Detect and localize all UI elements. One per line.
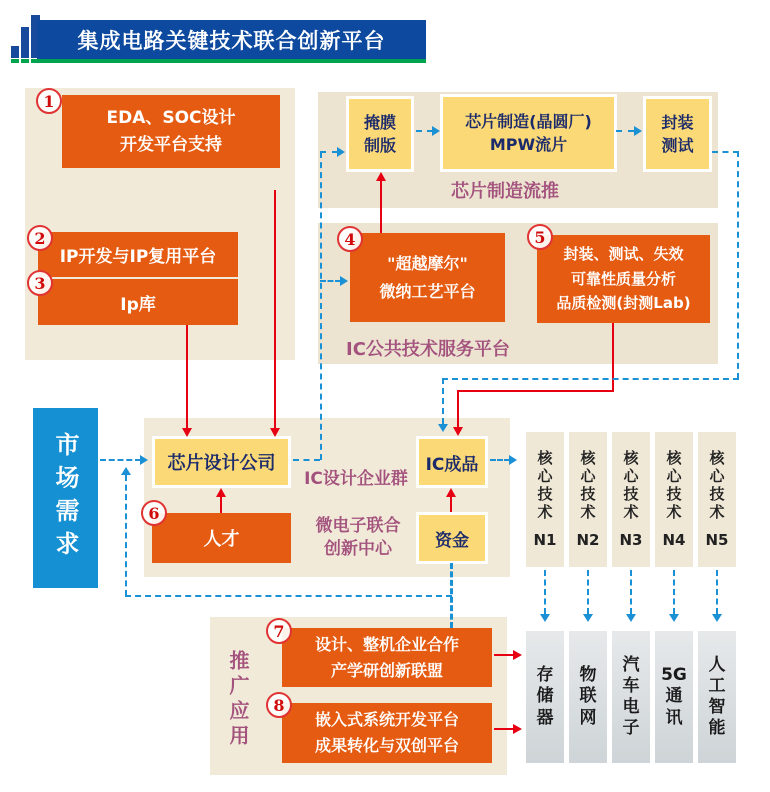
circled-number-2: 2 — [27, 225, 53, 251]
dash-right-edge-down — [737, 151, 739, 379]
app-column-iot — [569, 631, 607, 763]
app-seg: 讯 — [665, 707, 683, 728]
talent-box — [152, 513, 291, 563]
fund-box — [416, 512, 488, 564]
core-tech-code-4: N4 — [662, 531, 686, 549]
fab-box — [440, 94, 617, 172]
ic-product-label: IC成品 — [425, 454, 479, 475]
core-tech-column-3 — [612, 432, 650, 567]
mask-line2: 制版 — [363, 136, 396, 155]
app-column-5g — [655, 631, 693, 763]
core-tech-title-2: 核心技术 — [578, 450, 597, 522]
title-underline — [37, 59, 426, 63]
red-arrowhead-moore-to-mask — [376, 172, 386, 181]
dash-arrowhead-feedback-up — [121, 467, 131, 475]
dash-arrowhead-to-mask — [337, 147, 345, 157]
embedded-line1: 嵌入式系统开发平台 — [314, 710, 459, 730]
app-seg: 汽 — [622, 654, 640, 675]
core-tech-code-1: N1 — [533, 531, 557, 549]
app-column-ai — [698, 631, 736, 763]
circled-number-7: 7 — [266, 618, 292, 644]
app-seg: 网 — [579, 707, 597, 728]
fab-flow-caption: 芯片制造流推 — [451, 181, 559, 202]
app-seg: 5G — [661, 665, 687, 686]
red-arrowhead-iplib-to-design — [182, 428, 192, 437]
embedded-platform-box — [282, 703, 492, 763]
beyond-moore-box — [350, 233, 505, 322]
fund-label: 资金 — [435, 530, 469, 551]
ip-library-box — [38, 279, 238, 325]
page-title: 集成电路关键技术联合创新平台 — [77, 28, 386, 53]
alliance-box — [282, 628, 492, 687]
talent-label: 人才 — [203, 529, 240, 550]
core-tech-column-1 — [526, 432, 564, 567]
design-group-caption: IC设计企业群 — [304, 469, 408, 489]
red-line-moore-to-mask — [380, 181, 382, 233]
core-tech-column-4 — [655, 432, 693, 567]
core-tech-code-5: N5 — [705, 531, 729, 549]
dash-arrowhead-core4 — [669, 614, 679, 622]
dash-arrowhead-mask-to-fab — [432, 126, 440, 136]
title-bar — [37, 20, 426, 59]
app-column-automotive — [612, 631, 650, 763]
mask-box — [346, 96, 414, 172]
bar-chart-icon-bar2 — [21, 27, 29, 58]
red-line-iplib-to-design — [186, 325, 188, 428]
package-lab-line2: 可靠性质量分析 — [570, 269, 676, 288]
eda-soc-line2: 开发平台支持 — [120, 134, 222, 155]
circled-number-4: 4 — [337, 226, 363, 252]
dash-core4-down — [673, 570, 675, 614]
app-seg: 能 — [708, 718, 726, 739]
app-seg: 电 — [622, 697, 640, 717]
dash-design-up-main — [320, 152, 322, 460]
dash-market-to-design — [100, 459, 141, 461]
package-line1: 封装 — [661, 112, 694, 132]
dash-arrowhead-market-to-design — [140, 455, 148, 465]
app-seg: 车 — [622, 675, 640, 696]
dash-fund-to-alliance — [450, 563, 453, 628]
dash-icproduct-right — [490, 459, 510, 461]
package-line2: 测试 — [661, 136, 694, 155]
eda-soc-box — [62, 95, 280, 168]
red-arrowhead-talent-to-design — [216, 488, 226, 497]
innovation-center-line2: 创新中心 — [324, 538, 392, 559]
dash-package-right — [712, 151, 739, 153]
red-line-eda-to-design — [274, 190, 276, 428]
dash-into-icproduct — [442, 378, 444, 424]
red-line-lab-horizontal — [457, 390, 614, 392]
core-tech-column-5 — [698, 432, 736, 567]
red-arrowhead-fund-to-icproduct — [446, 488, 456, 497]
red-arrowhead-eda-to-design — [270, 428, 280, 437]
dash-branch-to-moore — [320, 280, 341, 282]
embedded-line2: 成果转化与双创平台 — [314, 736, 459, 755]
red-arrowhead-alliance-right — [513, 650, 522, 660]
core-tech-column-2 — [569, 432, 607, 567]
innovation-center-line1: 微电子联合 — [315, 516, 401, 536]
circled-number-8: 8 — [266, 692, 292, 718]
beyond-moore-line1: "超越摩尔" — [387, 254, 468, 274]
dash-arrowhead-core2 — [583, 614, 593, 622]
promotion-label: 推广应用 — [226, 650, 250, 750]
design-company-label: 芯片设计公司 — [167, 453, 276, 474]
dash-arrowhead-fab-to-package — [634, 126, 642, 136]
app-column-memory — [526, 631, 564, 763]
app-seg: 联 — [579, 686, 597, 707]
dash-feedback-horizontal — [125, 595, 452, 597]
app-seg: 器 — [536, 707, 554, 728]
app-seg: 智 — [708, 697, 726, 717]
app-seg: 人 — [708, 654, 726, 675]
core-tech-title-1: 核心技术 — [535, 450, 554, 522]
dash-fab-to-package — [616, 130, 634, 132]
core-tech-title-4: 核心技术 — [664, 450, 683, 522]
dash-arrowhead-core1 — [540, 614, 550, 622]
mask-line1: 掩膜 — [363, 112, 396, 132]
dash-core3-down — [630, 570, 632, 614]
ip-platform-box — [38, 232, 238, 277]
ip-platform-label: IP开发与IP复用平台 — [59, 247, 217, 267]
fab-line1: 芯片制造(晶圆厂) — [465, 111, 592, 131]
market-demand-label: 市场需求 — [51, 432, 79, 564]
app-seg: 工 — [708, 675, 726, 696]
innovation-center-caption — [306, 515, 410, 561]
dash-design-right-stub — [293, 459, 320, 461]
market-demand-box — [33, 408, 98, 588]
ip-library-label: Ip库 — [120, 294, 156, 315]
core-tech-code-2: N2 — [576, 531, 600, 549]
dash-core1-down — [544, 570, 546, 614]
bar-icon-base1 — [11, 59, 19, 63]
dash-arrowhead-icproduct-right — [509, 455, 517, 465]
dash-core2-down — [587, 570, 589, 614]
red-line-alliance-right — [494, 654, 514, 656]
alliance-line1: 设计、整机企业合作 — [314, 634, 459, 654]
red-line-lab-to-icproduct — [457, 390, 459, 427]
red-line-lab-down — [612, 323, 614, 392]
package-lab-box — [537, 235, 710, 323]
fab-line2: MPW流片 — [489, 135, 568, 154]
dash-arrowhead-into-icproduct — [438, 424, 448, 432]
ic-product-box — [416, 436, 488, 488]
app-seg: 子 — [622, 718, 640, 739]
dash-arrowhead-to-moore — [340, 276, 348, 286]
alliance-line2: 产学研创新联盟 — [330, 660, 443, 680]
circled-number-6: 6 — [141, 500, 167, 526]
red-arrowhead-embedded-right — [513, 724, 522, 734]
core-tech-title-3: 核心技术 — [621, 450, 640, 522]
bar-icon-base2 — [21, 59, 29, 63]
core-tech-code-3: N3 — [619, 531, 643, 549]
circled-number-5: 5 — [527, 224, 553, 250]
package-test-box — [643, 96, 712, 172]
red-line-embedded-right — [494, 728, 514, 730]
dash-branch-to-mask — [320, 151, 338, 153]
app-seg: 存 — [536, 665, 554, 686]
app-seg: 物 — [579, 665, 597, 686]
core-tech-title-5: 核心技术 — [707, 450, 726, 522]
circled-number-1: 1 — [36, 88, 62, 114]
package-lab-line3: 品质检测(封测Lab) — [556, 294, 691, 313]
dash-arrowhead-core5 — [712, 614, 722, 622]
dash-right-to-icproduct — [442, 378, 739, 380]
dash-core5-down — [716, 570, 718, 614]
eda-soc-line1: EDA、SOC设计 — [106, 108, 236, 129]
package-lab-line1: 封装、测试、失效 — [563, 244, 684, 263]
app-seg: 储 — [536, 686, 554, 707]
design-company-box — [152, 436, 291, 488]
dash-feedback-up — [125, 475, 127, 596]
red-line-fund-to-icproduct — [450, 496, 452, 512]
beyond-moore-line2: 微纳工艺平台 — [379, 281, 476, 301]
circled-number-3: 3 — [27, 270, 53, 296]
red-arrowhead-lab-to-icproduct — [453, 427, 463, 436]
dash-arrowhead-core3 — [626, 614, 636, 622]
bar-chart-icon-bar1 — [11, 46, 19, 58]
app-seg: 通 — [665, 686, 683, 707]
red-line-talent-to-design — [220, 496, 222, 513]
ic-service-caption: IC公共技术服务平台 — [346, 339, 510, 360]
dash-mask-to-fab — [416, 130, 433, 132]
